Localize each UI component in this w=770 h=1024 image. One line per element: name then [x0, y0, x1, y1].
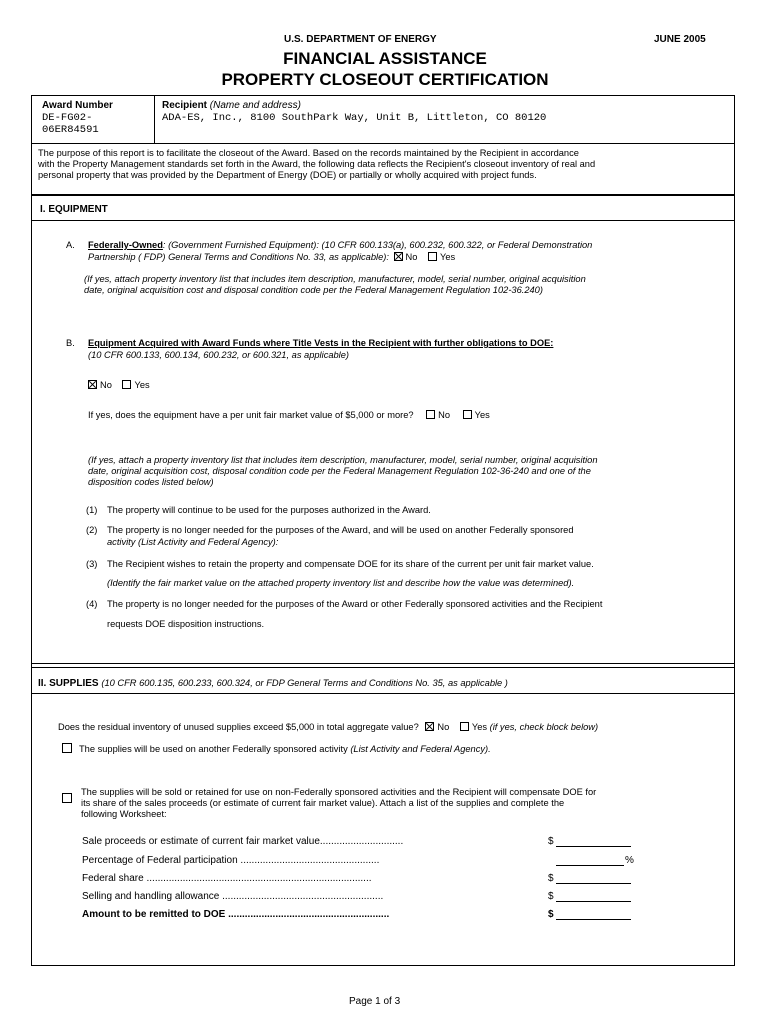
fmv-no-label: No	[438, 410, 451, 420]
section-b-cfr: (10 CFR 600.133, 600.134, 600.232, or 600.321, as applicable)	[88, 350, 350, 360]
form-date: JUNE 2005	[654, 34, 706, 45]
divider	[31, 667, 735, 668]
code-num: (3)	[86, 559, 98, 569]
award-number-line2[interactable]: 06ER84591	[42, 124, 99, 136]
section-b-question: If yes, does the equipment have a per unit fair market value of $5,000 or more?	[88, 410, 414, 420]
supplies-option2-line: following Worksheet:	[81, 809, 167, 819]
supplies-option2-line: The supplies will be sold or retained for use on non-Federally sponsored activities and the Recipient will compensate DOE for	[81, 787, 597, 797]
supplies-no-checkbox[interactable]	[425, 722, 434, 731]
section-a-note	[84, 274, 734, 296]
section-a-note-line: (If yes, attach property inventory list that includes item description, manufacturer, model, serial number, original acquisition	[84, 274, 586, 284]
fmv-yes-checkbox[interactable]	[463, 410, 472, 419]
worksheet-label: Selling and handling allowance ..........................................................	[82, 891, 384, 902]
page-number: Page 1 of 3	[349, 996, 401, 1007]
supplies-option1-note: (List Activity and Federal Agency).	[350, 744, 491, 754]
worksheet-label: Federal share .................................................................................	[82, 873, 372, 884]
supplies-yes-label: Yes	[471, 722, 488, 732]
supplies-yes-note: (if yes, check block below)	[489, 722, 599, 732]
code-num: (4)	[86, 599, 98, 609]
section-a-line1	[88, 240, 728, 251]
recipient-value[interactable]: ADA-ES, Inc., 8100 SouthPark Way, Unit B, Littleton, CO 80120	[162, 112, 547, 124]
recipient-label-row	[162, 100, 301, 112]
section-b-note	[88, 455, 728, 488]
worksheet-unit: $	[548, 873, 554, 884]
section-b-note-line: disposition codes listed below)	[88, 477, 214, 487]
section-b-yes-label: Yes	[134, 380, 150, 390]
worksheet-label: Sale proceeds or estimate of current fair market value..............................	[82, 836, 404, 847]
worksheet-row	[82, 873, 642, 884]
section-a-no-label: No	[405, 252, 418, 262]
code-num: (2)	[86, 525, 98, 535]
code-text: activity (List Activity and Federal Agency):	[107, 537, 279, 547]
section-b-no-label: No	[100, 380, 112, 390]
award-divider	[154, 95, 155, 143]
form-subtitle: PROPERTY CLOSEOUT CERTIFICATION	[221, 70, 549, 89]
section-a-note-line: date, original acquisition cost and disposal condition code per the Federal Management Regulation 102-36.240)	[84, 285, 543, 295]
divider	[31, 663, 735, 664]
purpose-text	[38, 148, 738, 181]
divider	[31, 194, 735, 196]
supplies-cfr: (10 CFR 600.135, 600.233, 600.324, or FDP General Terms and Conditions No. 35, as applicable )	[101, 678, 508, 688]
purpose-line: personal property that was provided by the Department of Energy (DOE) or partially or wholly acquired with project funds.	[38, 170, 537, 180]
worksheet-row	[82, 836, 642, 847]
section-b-no-checkbox[interactable]	[88, 380, 97, 389]
code-text: The property is no longer needed for the purposes of the Award, and will be used on another Federally sponsored	[107, 525, 574, 535]
supplies-option2-checkbox[interactable]	[62, 793, 72, 803]
form-title: FINANCIAL ASSISTANCE	[283, 49, 487, 68]
worksheet-row	[82, 909, 642, 920]
supplies-heading-row	[38, 678, 508, 690]
section-b-note-line: date, original acquisition cost, disposal condition code per the Federal Management Regulation 102-36-240 and one of the	[88, 466, 591, 476]
section-b-question-row	[88, 410, 490, 421]
fmv-no-checkbox[interactable]	[426, 410, 435, 419]
supplies-yes-checkbox[interactable]	[460, 722, 469, 731]
supplies-heading: II. SUPPLIES	[38, 678, 99, 689]
supplies-option1-label: The supplies will be used on another Federally sponsored activity	[79, 744, 348, 754]
award-number-line1[interactable]: DE-FG02-	[42, 112, 93, 124]
divider	[31, 693, 735, 694]
fmv-yes-label: Yes	[474, 410, 490, 420]
section-b-note-line: (If yes, attach a property inventory list that includes item description, manufacturer, model, serial number, original acquisition	[88, 455, 598, 465]
worksheet-row	[82, 891, 642, 902]
worksheet-unit: $	[548, 909, 554, 920]
supplies-option1-checkbox[interactable]	[62, 743, 72, 753]
section-a-no-checkbox[interactable]	[394, 252, 403, 261]
supplies-option1-row	[62, 743, 491, 755]
section-b-yes-checkbox[interactable]	[122, 380, 131, 389]
divider	[31, 143, 735, 144]
section-b-letter: B.	[66, 338, 75, 348]
supplies-question-row	[58, 722, 598, 733]
worksheet-unit: $	[548, 891, 554, 902]
recipient-hint: (Name and address)	[209, 100, 301, 111]
section-a-line2	[88, 252, 455, 263]
worksheet-blank[interactable]	[556, 865, 624, 866]
divider	[31, 220, 735, 221]
supplies-no-label: No	[437, 722, 450, 732]
worksheet-unit: $	[548, 836, 554, 847]
section-b-choice	[88, 380, 150, 391]
worksheet-blank[interactable]	[556, 919, 631, 920]
worksheet-blank[interactable]	[556, 901, 631, 902]
section-a-yes-label: Yes	[440, 252, 456, 262]
section-a-letter: A.	[66, 240, 75, 250]
worksheet-label: Percentage of Federal participation ..................................................	[82, 855, 380, 866]
award-number-label: Award Number	[42, 100, 113, 111]
worksheet-label: Amount to be remitted to DOE ..........................................................	[82, 909, 390, 920]
worksheet-blank[interactable]	[556, 883, 631, 884]
supplies-option2-text	[81, 787, 731, 820]
section-a-text: : (Government Furnished Equipment): (10 CFR 600.133(a), 600.232, 600.322, or Federal Demonstration	[162, 240, 593, 250]
section-a-title: Federally-Owned	[88, 240, 163, 250]
code-text: The Recipient wishes to retain the property and compensate DOE for its share of the current per unit fair market value.	[107, 559, 594, 569]
code-text: requests DOE disposition instructions.	[107, 619, 265, 629]
recipient-label: Recipient	[162, 100, 208, 111]
section-a-yes-checkbox[interactable]	[428, 252, 437, 261]
purpose-line: The purpose of this report is to facilitate the closeout of the Award. Based on the records maintained by the Recipient in accordance	[38, 148, 579, 158]
code-text: The property is no longer needed for the purposes of the Award or other Federally sponsored activities and the Recipient	[107, 599, 603, 609]
department-name: U.S. DEPARTMENT OF ENERGY	[284, 34, 437, 45]
code-text: (Identify the fair market value on the attached property inventory list and describe how the value was determined).	[107, 578, 575, 588]
section-b-title: Equipment Acquired with Award Funds where Title Vests in the Recipient with further obligations to DOE:	[88, 338, 554, 348]
code-text: The property will continue to be used for the purposes authorized in the Award.	[107, 505, 431, 515]
code-num: (1)	[86, 505, 98, 515]
worksheet-blank[interactable]	[556, 846, 631, 847]
supplies-question: Does the residual inventory of unused supplies exceed $5,000 in total aggregate value?	[58, 722, 419, 732]
equipment-heading: I. EQUIPMENT	[40, 204, 108, 215]
worksheet-unit: %	[625, 855, 634, 866]
worksheet-row	[82, 855, 642, 866]
section-a-text2: Partnership ( FDP) General Terms and Conditions No. 33, as applicable):	[88, 252, 389, 262]
purpose-line: with the Property Management standards set forth in the Award, the following data reflects the Recipient's closeout inventory of real and	[38, 159, 596, 169]
supplies-option2-line: its share of the sales proceeds (or estimate of current fair market value). Attach a list of the supplies and complete the	[81, 798, 565, 808]
